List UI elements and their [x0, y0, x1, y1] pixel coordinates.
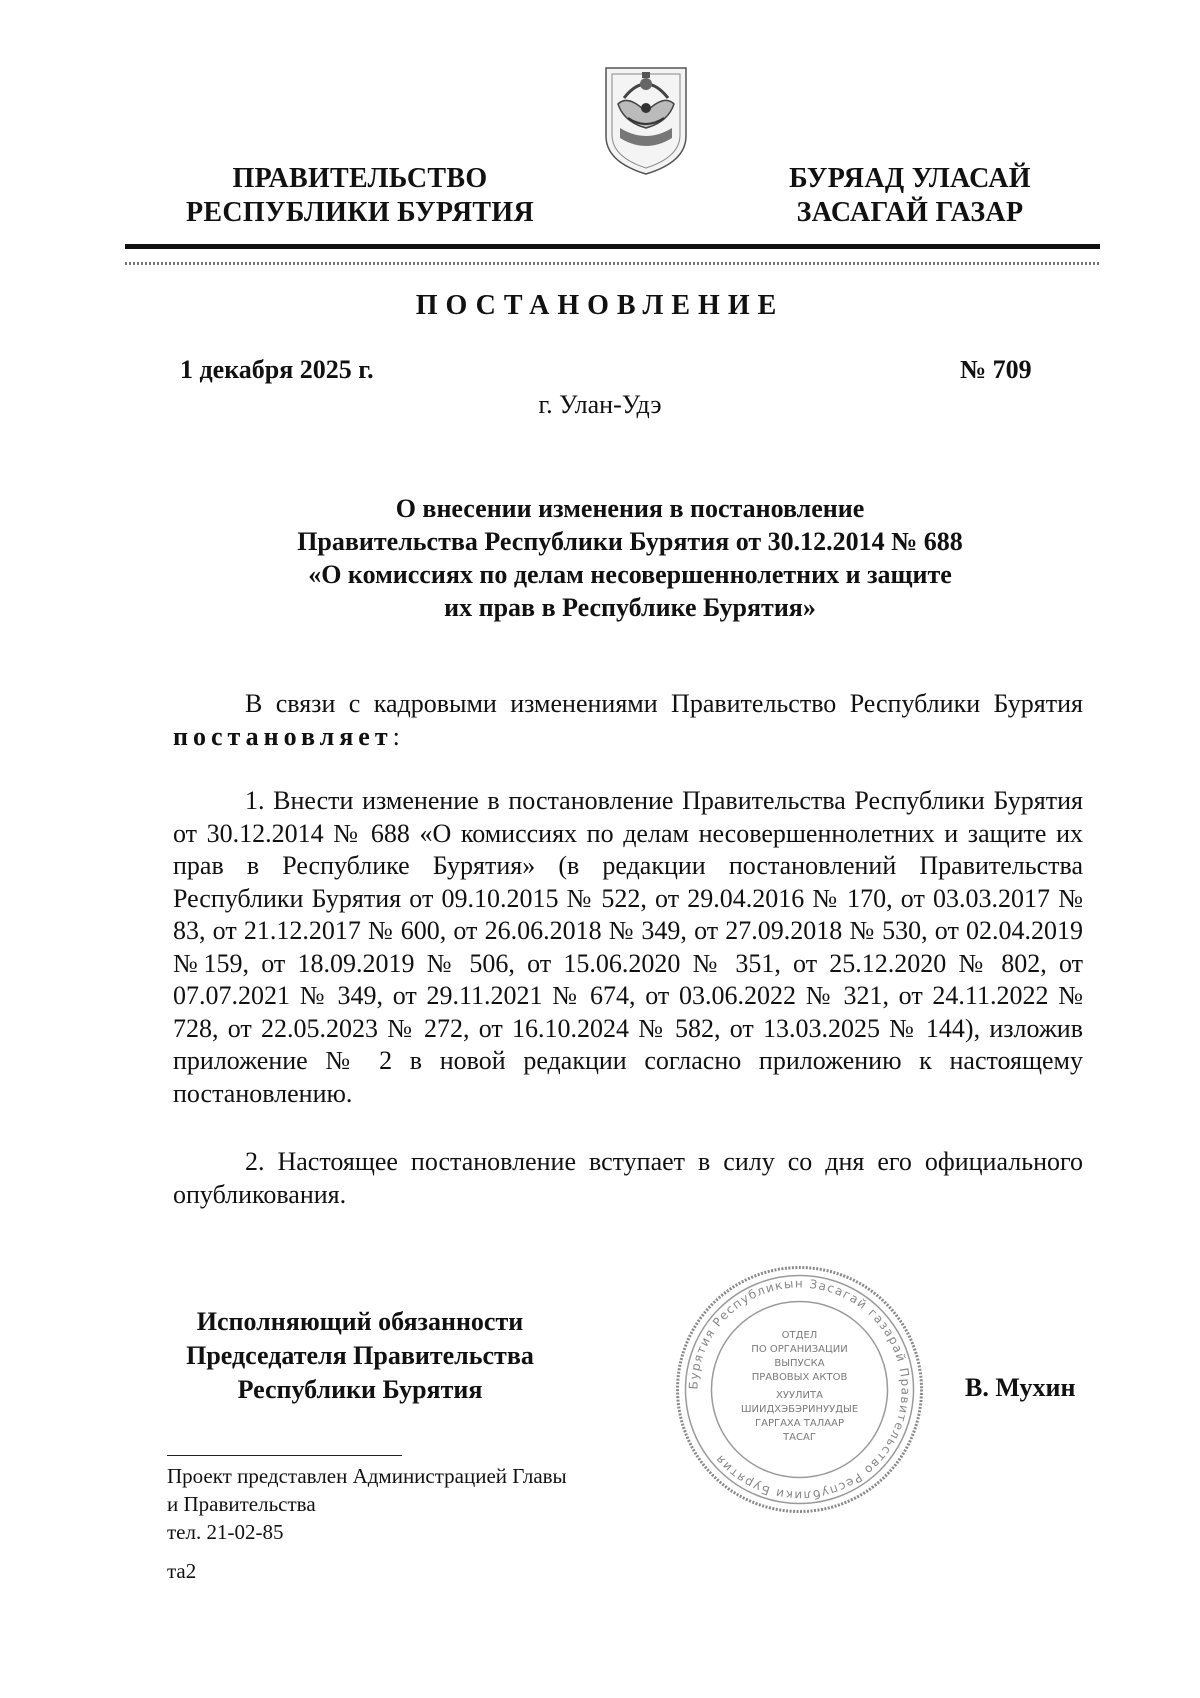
coat-of-arms-icon	[598, 58, 694, 178]
government-name-buryat-line2: ЗАСАГАЙ ГАЗАР	[796, 197, 1024, 228]
stamp-center-line: ТАСАГ	[783, 1432, 816, 1443]
government-name-line2: РЕСПУБЛИКИ БУРЯТИЯ	[186, 197, 534, 228]
header-divider-thin	[125, 262, 1100, 265]
title-line: Правительства Республики Бурятия от 30.12.2014 № 688	[297, 527, 963, 556]
footer-note	[167, 1462, 687, 1546]
clause-1: 1. Внести изменение в постановление Правительства Республики Бурятия от 30.12.2014 № 688 «О комиссиях по делам несовершеннолетних и защите их прав в Республике Бурятия» (в редакции постановлений Правительства Республики Бурятия от 09.10.2015 № 522, от 29.04.2016 № 170, от 03.03.2017 № 83, от 21.12.2017 № 600, от 26.06.2018 № 349, от 27.09.2018 № 530, от 02.04.2019 №159, от 18.09.2019 № 506, от 15.06.2020 № 351, от 25.12.2020 № 802, от 07.07.2021 № 349, от 29.11.2021 № 674, от 03.06.2022 № 321, от 24.11.2022 № 728, от 22.05.2023 № 272, от 16.10.2024 № 582, от 13.03.2025 № 144), изложив приложение № 2 в новой редакции согласно приложению к настоящему постановлению.	[173, 786, 1083, 1108]
signatory-position-line3: Республики Бурятия	[237, 1375, 483, 1404]
document-date: 1 декабря 2025 г.	[180, 355, 374, 384]
official-stamp-icon	[672, 1262, 927, 1517]
document-title	[180, 492, 1080, 624]
government-name-line1: ПРАВИТЕЛЬСТВО	[232, 163, 488, 194]
stamp-center-line: ПО ОРГАНИЗАЦИИ	[751, 1344, 848, 1355]
stamp-center-line: ОТДЕЛ	[781, 1330, 818, 1341]
stamp-center-line: ПРАВОВЫХ АКТОВ	[751, 1372, 848, 1383]
title-line: их прав в Республике Бурятия»	[444, 593, 816, 622]
header-divider-thick	[125, 244, 1100, 249]
signatory-position-line2: Председателя Правительства	[186, 1341, 534, 1370]
intro-paragraph	[173, 688, 1083, 753]
government-name-russian	[170, 162, 550, 230]
title-line: «О комиссиях по делам несовершеннолетних и защите	[308, 560, 952, 589]
government-name-buryat	[760, 162, 1060, 230]
document-city: г. Улан-Удэ	[538, 390, 662, 419]
title-line: О внесении изменения в постановление	[395, 494, 865, 523]
intro-keyword: постановляет	[173, 721, 393, 751]
document-type: ПОСТАНОВЛЕНИЕ	[415, 290, 785, 321]
footer-note-line2: и Правительства	[167, 1492, 316, 1516]
document-number: № 709	[960, 355, 1032, 384]
footer-note-line1: Проект представлен Администрацией Главы	[167, 1464, 567, 1488]
intro-text: В связи с кадровыми изменениями Правительство Республики Бурятия	[245, 689, 1083, 718]
intro-end: :	[392, 721, 400, 751]
stamp-center-line: ГАРГАХА ТАЛААР	[755, 1418, 844, 1429]
stamp-outer-text: Бурятия Республикын Засагай газарай Правительство Республики Бурятия	[686, 1276, 913, 1503]
signatory-position-line1: Исполняющий обязанности	[196, 1307, 524, 1336]
stamp-center-line: ВЫПУСКА	[774, 1358, 825, 1369]
footer-phone: тел. 21-02-85	[167, 1520, 284, 1544]
footer-code: та2	[167, 1559, 197, 1583]
stamp-center-line: ХУУЛИТА	[776, 1390, 823, 1401]
clause-2: 2. Настоящее постановление вступает в силу со дня его официального опубликования.	[173, 1147, 1083, 1209]
footer-divider	[167, 1455, 402, 1456]
signatory-position	[150, 1305, 570, 1407]
signatory-name: В. Мухин	[965, 1373, 1076, 1402]
government-name-buryat-line1: БУРЯАД УЛАСАЙ	[789, 163, 1031, 194]
stamp-center-line: ШИИДХЭБЭРИНУУДЫЕ	[740, 1404, 859, 1415]
